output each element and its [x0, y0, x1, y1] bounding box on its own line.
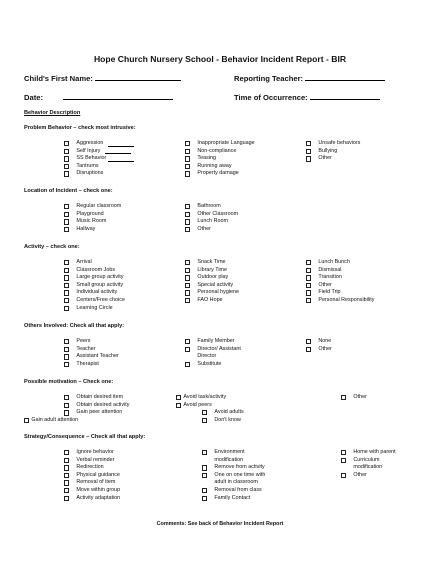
checkbox-square[interactable]: [185, 339, 190, 344]
checkbox-square[interactable]: [202, 410, 207, 415]
time-of-occurrence-field[interactable]: [234, 92, 380, 102]
checkbox-square[interactable]: [185, 290, 190, 295]
director-continuation: Director: [197, 353, 217, 360]
checkbox-verbal-reminder[interactable]: Verbal reminder: [64, 457, 120, 465]
time-of-occurrence-label: Time of Occurrence:: [234, 93, 308, 102]
checkbox-square[interactable]: [64, 450, 69, 455]
checkbox-small-group-activity[interactable]: Small group activity: [64, 282, 125, 290]
checkbox-one-on-one-time[interactable]: One on one time with: [202, 472, 265, 480]
checkbox-square[interactable]: [64, 290, 69, 295]
location-col2: [185, 203, 238, 233]
checkbox-square[interactable]: [306, 275, 311, 280]
checkbox-hallway[interactable]: Hallway: [64, 226, 121, 234]
activity-col3: [306, 259, 374, 305]
problem-behavior-heading: Problem Behavior – check most intrusive:: [24, 125, 136, 131]
date-label: Date:: [24, 93, 43, 102]
checkbox-square[interactable]: [64, 395, 69, 400]
checkbox-square[interactable]: [64, 403, 69, 408]
checkbox-other[interactable]: Other: [306, 155, 360, 163]
curriculum-continuation: modification: [353, 464, 383, 471]
page-title: Hope Church Nursery School - Behavior Incident Report - BIR: [93, 54, 347, 64]
checkbox-square[interactable]: [64, 339, 69, 344]
checkbox-substitute[interactable]: Substitute: [185, 361, 241, 369]
checkbox-gain-peer-attention[interactable]: Gain peer attention: [64, 409, 129, 417]
checkbox-outdoor-play[interactable]: Outdoor play: [185, 274, 239, 282]
others-involved-col2: [185, 338, 241, 368]
checkbox-bullying[interactable]: Bullying: [306, 148, 360, 156]
checkbox-avoid-task-activity[interactable]: Avoid task/activity: [176, 394, 226, 402]
others-involved-heading: Others Involved: Check all that apply:: [24, 323, 125, 329]
checkbox-music-room[interactable]: Music Room: [64, 218, 121, 226]
motivation-outdent: [24, 417, 78, 425]
checkbox-square[interactable]: [64, 354, 69, 359]
blank-line[interactable]: [105, 148, 131, 154]
motivation-col1: [64, 394, 129, 417]
checkbox-ss-behavior[interactable]: SS Behavior: [64, 155, 134, 163]
checkbox-library-time[interactable]: Library Time: [185, 267, 239, 275]
environment-continuation: modification: [214, 456, 244, 463]
checkbox-classroom-jobs[interactable]: Classroom Jobs: [64, 267, 125, 275]
checkbox-personal-responsibility[interactable]: Personal Responsibility: [306, 297, 374, 305]
others-involved-col3: [306, 338, 332, 353]
checkbox-peers[interactable]: Peers: [64, 338, 119, 346]
checkbox-square[interactable]: [64, 227, 69, 232]
location-heading: Location of Incident – check one:: [24, 188, 113, 194]
checkbox-avoid-peers[interactable]: Avoid peers: [176, 402, 226, 410]
checkbox-square[interactable]: [64, 260, 69, 265]
checkbox-square[interactable]: [185, 219, 190, 224]
blank-line[interactable]: [108, 141, 134, 147]
checkbox-square[interactable]: [306, 268, 311, 273]
checkbox-square[interactable]: [202, 450, 207, 455]
checkbox-tantrums[interactable]: Tantrums: [64, 163, 134, 171]
checkbox-family-member[interactable]: Family Member: [185, 338, 241, 346]
checkbox-square[interactable]: [185, 298, 190, 303]
checkbox-square[interactable]: [306, 298, 311, 303]
checkbox-square[interactable]: [202, 488, 207, 493]
checkbox-square[interactable]: [185, 347, 190, 352]
reporting-teacher-field[interactable]: [234, 73, 385, 83]
reporting-teacher-line[interactable]: [305, 73, 385, 81]
checkbox-square[interactable]: [64, 149, 69, 154]
checkbox-avoid-adults[interactable]: Avoid adults: [202, 409, 244, 417]
checkbox-square[interactable]: [306, 283, 311, 288]
checkbox-square[interactable]: [185, 362, 190, 367]
motivation-heading: Possible motivation – Check one:: [24, 379, 114, 385]
checkbox-square[interactable]: [64, 306, 69, 311]
checkbox-square[interactable]: [306, 149, 311, 154]
blank-line[interactable]: [108, 156, 134, 162]
checkbox-personal-hygiene[interactable]: Personal hygiene: [185, 289, 239, 297]
checkbox-square[interactable]: [185, 156, 190, 161]
checkbox-teasing[interactable]: Teasing: [185, 155, 255, 163]
checkbox-physical-guidance[interactable]: Physical guidance: [64, 472, 120, 480]
checkbox-square[interactable]: [185, 275, 190, 280]
checkbox-family-contact[interactable]: Family Contact: [202, 495, 265, 503]
checkbox-square[interactable]: [306, 347, 311, 352]
location-col1: [64, 203, 121, 233]
checkbox-playground[interactable]: Playground: [64, 211, 121, 219]
checkbox-square[interactable]: [64, 410, 69, 415]
child-first-name-line[interactable]: [95, 73, 181, 81]
checkbox-home-with-parent[interactable]: Home with parent: [341, 449, 396, 457]
checkbox-square[interactable]: [64, 204, 69, 209]
strategy-col2: [202, 449, 265, 502]
motivation-col3: [341, 394, 367, 402]
checkbox-regular-classroom[interactable]: Regular classroom: [64, 203, 121, 211]
time-of-occurrence-line[interactable]: [310, 92, 380, 100]
checkbox-individual-activity[interactable]: Individual activity: [64, 289, 125, 297]
behavior-description-heading: Behavior Description: [24, 110, 81, 116]
checkbox-activity-adaptation[interactable]: Activity adaptation: [64, 495, 120, 503]
checkbox-square[interactable]: [202, 418, 207, 423]
motivation-col2-top: [176, 394, 226, 409]
checkbox-self-injury[interactable]: Self Injury: [64, 148, 134, 156]
checkbox-strategy-other[interactable]: Other: [341, 472, 396, 480]
checkbox-square[interactable]: [64, 362, 69, 367]
reporting-teacher-label: Reporting Teacher:: [234, 74, 304, 83]
checkbox-non-compliance[interactable]: Non-compliance: [185, 148, 255, 156]
checkbox-lunch-bunch[interactable]: Lunch Bunch: [306, 259, 374, 267]
activity-col2: [185, 259, 239, 305]
checkbox-location-other[interactable]: Other: [185, 226, 238, 234]
checkbox-square[interactable]: [202, 473, 207, 478]
checkbox-others-other[interactable]: Other: [306, 346, 332, 354]
checkbox-square[interactable]: [64, 298, 69, 303]
checkbox-square[interactable]: [306, 339, 311, 344]
checkbox-square[interactable]: [64, 283, 69, 288]
strategy-col1: [64, 449, 120, 502]
checkbox-curriculum[interactable]: Curriculum: [341, 457, 396, 465]
checkbox-square[interactable]: [64, 465, 69, 470]
checkbox-dismissal[interactable]: Dismissal: [306, 267, 374, 275]
checkbox-fao-hope[interactable]: FAO Hope: [185, 297, 239, 305]
checkbox-square[interactable]: [185, 171, 190, 176]
checkbox-square[interactable]: [185, 149, 190, 154]
checkbox-learning-circle[interactable]: Learning Circle: [64, 305, 125, 313]
checkbox-dont-know[interactable]: Don't know: [202, 417, 244, 425]
checkbox-square[interactable]: [185, 268, 190, 273]
checkbox-director-assistant[interactable]: Director/ Assistant: [185, 346, 241, 354]
checkbox-arrival[interactable]: Arrival: [64, 259, 125, 267]
checkbox-aggression[interactable]: Aggression: [64, 140, 134, 148]
checkbox-square[interactable]: [202, 465, 207, 470]
checkbox-square[interactable]: [185, 260, 190, 265]
checkbox-field-trip[interactable]: Field Trip: [306, 289, 374, 297]
checkbox-removal-from-class[interactable]: Removal from class: [202, 487, 265, 495]
activity-col1: [64, 259, 125, 312]
checkbox-move-within-group[interactable]: Move within group: [64, 487, 120, 495]
checkbox-square[interactable]: [185, 227, 190, 232]
checkbox-square[interactable]: [64, 219, 69, 224]
checkbox-disruptions[interactable]: Disruptions: [64, 170, 134, 178]
problem-behavior-col2: [185, 140, 255, 178]
checkbox-square[interactable]: [185, 164, 190, 169]
date-line[interactable]: [63, 92, 173, 100]
checkbox-bathroom[interactable]: Bathroom: [185, 203, 238, 211]
checkbox-square[interactable]: [306, 156, 311, 161]
checkbox-environment[interactable]: Environment: [202, 449, 265, 457]
one-on-one-continuation: adult in classroom: [214, 479, 258, 486]
checkbox-square[interactable]: [64, 268, 69, 273]
checkbox-square[interactable]: [185, 212, 190, 217]
strategy-heading: Strategy/Consequence – Check all that apply:: [24, 434, 146, 440]
checkbox-square[interactable]: [64, 347, 69, 352]
checkbox-large-group-activity[interactable]: Large group activity: [64, 274, 125, 282]
others-involved-col1: [64, 338, 119, 368]
checkbox-square[interactable]: [341, 395, 346, 400]
checkbox-square[interactable]: [64, 171, 69, 176]
checkbox-therapist[interactable]: Therapist: [64, 361, 119, 369]
checkbox-running-away[interactable]: Running away: [185, 163, 255, 171]
checkbox-square[interactable]: [64, 212, 69, 217]
checkbox-other-classroom[interactable]: Other Classroom: [185, 211, 238, 219]
checkbox-none[interactable]: None: [306, 338, 332, 346]
checkbox-square[interactable]: [185, 141, 190, 146]
child-first-name-field[interactable]: [24, 73, 181, 83]
checkbox-snack-time[interactable]: Snack Time: [185, 259, 239, 267]
checkbox-ignore-behavior[interactable]: Ignore behavior: [64, 449, 120, 457]
checkbox-square[interactable]: [64, 473, 69, 478]
child-first-name-label: Child's First Name:: [24, 74, 93, 83]
checkbox-square[interactable]: [64, 458, 69, 463]
checkbox-square[interactable]: [176, 403, 181, 408]
checkbox-square[interactable]: [202, 496, 207, 501]
checkbox-obtain-desired-item[interactable]: Obtain desired item: [64, 394, 129, 402]
checkbox-square[interactable]: [64, 275, 69, 280]
checkbox-teacher[interactable]: Teacher: [64, 346, 119, 354]
checkbox-square[interactable]: [185, 283, 190, 288]
checkbox-remove-from-activity[interactable]: Remove from activity: [202, 464, 265, 472]
activity-heading: Activity – check one:: [24, 244, 80, 250]
checkbox-square[interactable]: [176, 395, 181, 400]
checkbox-square[interactable]: [64, 141, 69, 146]
checkbox-square[interactable]: [341, 450, 346, 455]
checkbox-square[interactable]: [306, 260, 311, 265]
motivation-col2: [202, 409, 244, 424]
checkbox-obtain-desired-activity[interactable]: Obtain desired activity: [64, 402, 129, 410]
checkbox-assistant-teacher[interactable]: Assistant Teacher: [64, 353, 119, 361]
checkbox-square[interactable]: [24, 418, 29, 423]
checkbox-square[interactable]: [341, 458, 346, 463]
checkbox-removal-of-item[interactable]: Removal of item: [64, 479, 120, 487]
checkbox-square[interactable]: [64, 480, 69, 485]
checkbox-activity-other[interactable]: Other: [306, 282, 374, 290]
checkbox-property-damage[interactable]: Property damage: [185, 170, 255, 178]
checkbox-special-activity[interactable]: Special activity: [185, 282, 239, 290]
checkbox-unsafe-behaviors[interactable]: Unsafe behaviors: [306, 140, 360, 148]
checkbox-square[interactable]: [64, 164, 69, 169]
problem-behavior-col1: [64, 140, 134, 178]
checkbox-gain-adult-attention[interactable]: Gain adult attention: [24, 417, 78, 425]
checkbox-centers-free-choice[interactable]: Centers/Free choice: [64, 297, 125, 305]
checkbox-square[interactable]: [64, 156, 69, 161]
checkbox-transition[interactable]: Transition: [306, 274, 374, 282]
problem-behavior-col3: [306, 140, 360, 163]
strategy-col3: [341, 449, 396, 479]
checkbox-square[interactable]: [341, 473, 346, 478]
date-field[interactable]: [24, 92, 173, 102]
checkbox-square[interactable]: [306, 141, 311, 146]
checkbox-lunch-room[interactable]: Lunch Room: [185, 218, 238, 226]
checkbox-redirection[interactable]: Redirection: [64, 464, 120, 472]
checkbox-square[interactable]: [64, 496, 69, 501]
checkbox-square[interactable]: [64, 488, 69, 493]
checkbox-square[interactable]: [306, 290, 311, 295]
checkbox-motivation-other[interactable]: Other: [341, 394, 367, 402]
checkbox-square[interactable]: [185, 204, 190, 209]
comments-note: Comments: See back of Behavior Incident Report: [156, 521, 284, 527]
checkbox-inappropriate-language[interactable]: Inappropriate Language: [185, 140, 255, 148]
